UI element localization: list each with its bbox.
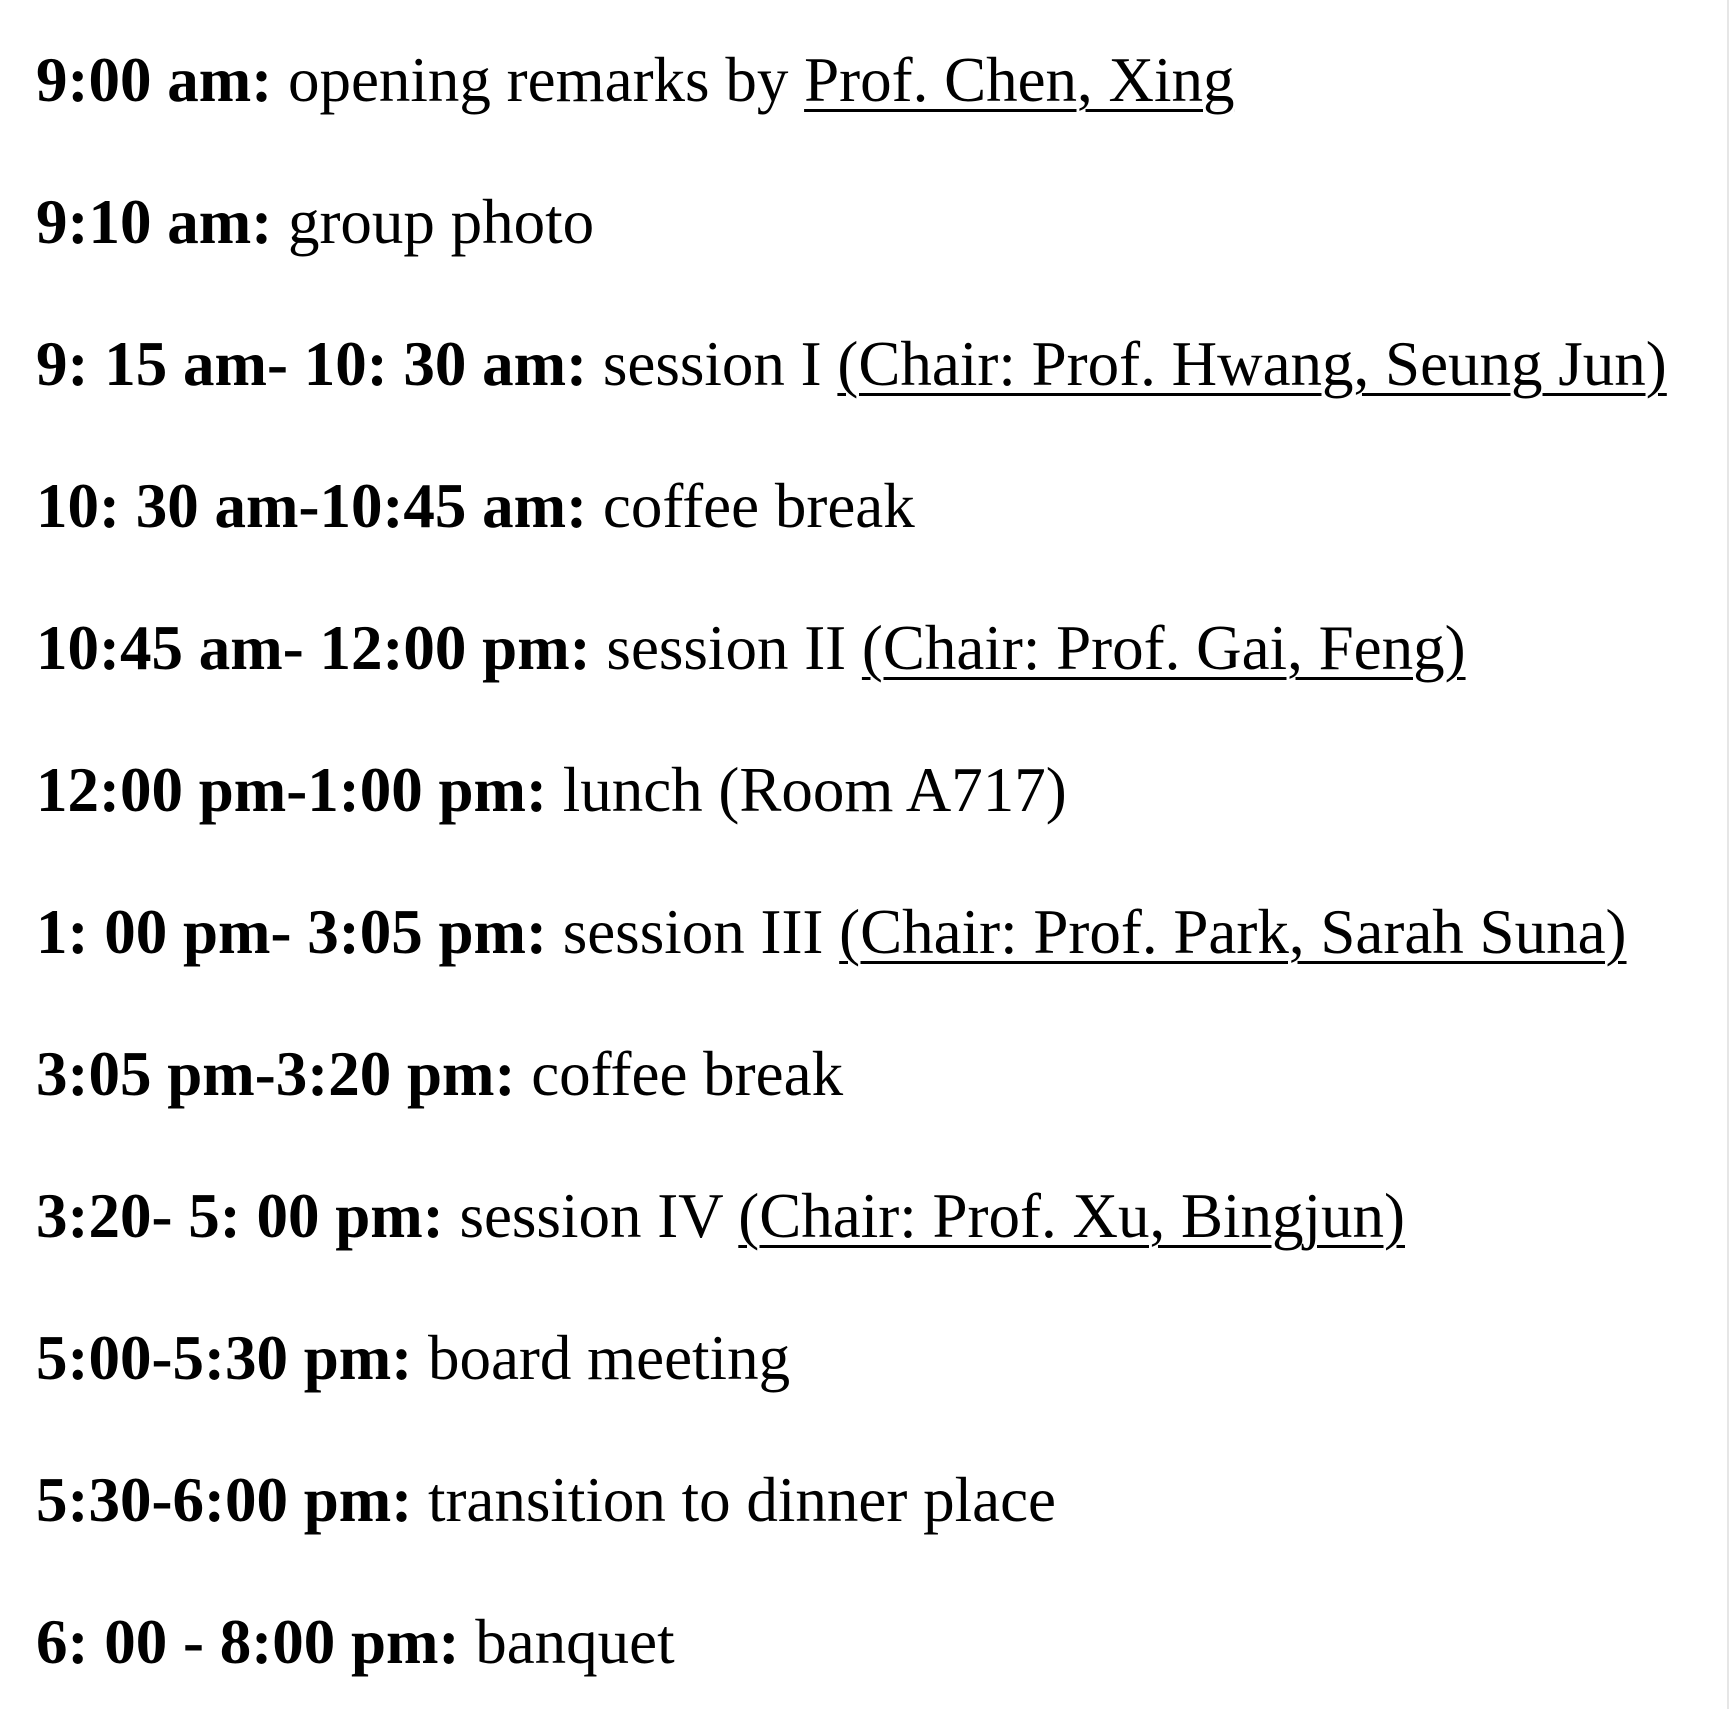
time-range: 10: 30 am-10:45 am: — [36, 471, 588, 541]
schedule-entry — [36, 182, 594, 262]
time-range: 5:30-6:00 pm: — [36, 1465, 413, 1535]
time-range: 9:10 am: — [36, 187, 273, 257]
time-range: 6: 00 - 8:00 pm: — [36, 1607, 460, 1677]
time-range: 5:00-5:30 pm: — [36, 1323, 413, 1393]
activity-text: coffee break — [602, 471, 915, 541]
time-range: 3:20- 5: 00 pm: — [36, 1181, 444, 1251]
activity-text: group photo — [287, 187, 595, 257]
schedule-entry — [36, 1602, 675, 1682]
time-range: 1: 00 pm- 3:05 pm: — [36, 897, 547, 967]
activity-text: session I — [602, 329, 822, 399]
schedule-entry — [36, 892, 1627, 972]
time-range: 12:00 pm-1:00 pm: — [36, 755, 547, 825]
session-chair: (Chair: Prof. Gai, Feng) — [861, 613, 1466, 683]
activity-text: coffee break — [531, 1039, 844, 1109]
schedule-entry — [36, 750, 1067, 830]
activity-text: session IV — [459, 1181, 723, 1251]
activity-text: lunch (Room A717) — [562, 755, 1067, 825]
time-range: 9:00 am: — [36, 45, 273, 115]
speaker-name: Prof. Chen, Xing — [804, 45, 1235, 115]
session-chair: (Chair: Prof. Hwang, Seung Jun) — [837, 329, 1667, 399]
time-range: 3:05 pm-3:20 pm: — [36, 1039, 516, 1109]
activity-text: transition to dinner place — [427, 1465, 1056, 1535]
schedule-entry — [36, 324, 1667, 404]
schedule-entry — [36, 466, 915, 546]
activity-text: banquet — [475, 1607, 675, 1677]
activity-text: session III — [562, 897, 824, 967]
session-chair: (Chair: Prof. Park, Sarah Suna) — [839, 897, 1627, 967]
schedule-entry — [36, 1318, 790, 1398]
time-range: 9: 15 am- 10: 30 am: — [36, 329, 588, 399]
schedule-entry — [36, 40, 1235, 120]
time-range: 10:45 am- 12:00 pm: — [36, 613, 591, 683]
schedule-entry — [36, 1034, 843, 1114]
schedule-entry — [36, 1176, 1405, 1256]
activity-text: opening remarks by — [287, 45, 789, 115]
activity-text: board meeting — [427, 1323, 791, 1393]
schedule-entry — [36, 608, 1466, 688]
schedule-entry — [36, 1460, 1056, 1540]
activity-text: session II — [606, 613, 847, 683]
session-chair: (Chair: Prof. Xu, Bingjun) — [738, 1181, 1405, 1251]
